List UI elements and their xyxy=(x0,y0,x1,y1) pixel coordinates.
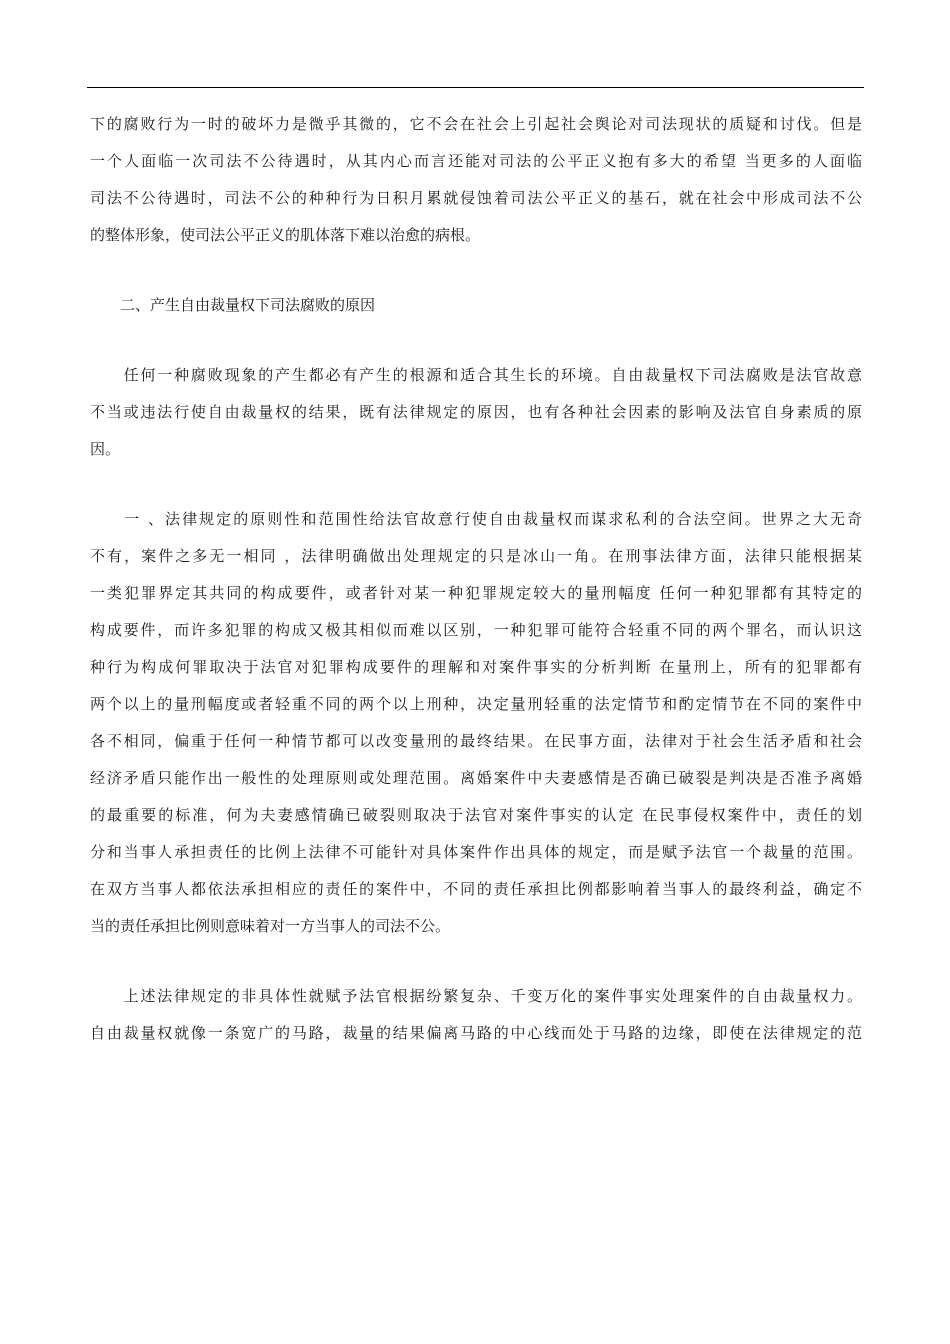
text-line: 一类犯罪界定其共同的构成要件，或者针对某一种犯罪规定较大的量刑幅度 任何一种犯罪都有其特定的 xyxy=(90,584,862,602)
text-line: 上述法律规定的非具体性就赋予法官根据纷繁复杂、千变万化的案件事实处理案件的自由裁量权力。 xyxy=(90,987,862,1005)
paragraph xyxy=(90,978,862,1052)
paragraph-gap xyxy=(90,324,862,357)
text-line: 下的腐败行为一时的破坏力是微乎其微的，它不会在社会上引起社会舆论对司法现状的质疑和讨伐。但是 xyxy=(90,115,862,133)
text-line: 分和当事人承担责任的比例上法律不可能针对具体案件作出具体的规定，而是赋予法官一个裁量的范围。 xyxy=(90,843,862,861)
heading-line: 二、产生自由裁量权下司法腐败的原因 xyxy=(90,296,376,314)
text-line: 一 、法律规定的原则性和范围性给法官故意行使自由裁量权而谋求私利的合法空间。世界之大无奇 xyxy=(90,510,862,528)
text-line: 不当或违法行使自由裁量权的结果，既有法律规定的原因，也有各种社会因素的影响及法官自身素质的原 xyxy=(90,403,862,421)
text-line: 的整体形象，使司法公平正义的肌体落下难以治愈的病根。 xyxy=(90,226,481,244)
paragraph xyxy=(90,106,862,254)
header-rule xyxy=(87,87,864,88)
paragraph-gap xyxy=(90,468,862,501)
text-line: 两个以上的量刑幅度或者轻重不同的两个以上刑种，决定量刑轻重的法定情节和酌定情节在不同的案件中 xyxy=(90,695,862,713)
document-body xyxy=(90,106,862,1052)
text-line: 当的责任承担比例则意味着对一方当事人的司法不公。 xyxy=(90,917,451,935)
text-line: 各不相同，偏重于任何一种情节都可以改变量刑的最终结果。在民事方面，法律对于社会生活矛盾和社会 xyxy=(90,732,862,750)
section-heading xyxy=(90,287,862,324)
text-line: 因。 xyxy=(90,440,121,458)
text-line: 司法不公待遇时，司法不公的种种行为日积月累就侵蚀着司法公平正义的基石，就在社会中形成司法不公 xyxy=(90,189,862,207)
paragraph xyxy=(90,357,862,468)
text-line: 经济矛盾只能作出一般性的处理原则或处理范围。离婚案件中夫妻感情是否确已破裂是判决是否准予离婚 xyxy=(90,769,862,787)
text-line: 种行为构成何罪取决于法官对犯罪构成要件的理解和对案件事实的分析判断 在量刑上，所有的犯罪都有 xyxy=(90,658,862,676)
text-line: 在双方当事人都依法承担相应的责任的案件中，不同的责任承担比例都影响着当事人的最终利益，确定不 xyxy=(90,880,862,898)
paragraph-gap xyxy=(90,945,862,978)
text-line: 的最重要的标准，何为夫妻感情确已破裂则取决于法官对案件事实的认定 在民事侵权案件中，责任的划 xyxy=(90,806,862,824)
text-line: 不有，案件之多无一相同 ，法律明确做出处理规定的只是冰山一角。在刑事法律方面，法律只能根据某 xyxy=(90,547,862,565)
paragraph-gap xyxy=(90,254,862,287)
text-line: 一个人面临一次司法不公待遇时，从其内心而言还能对司法的公平正义抱有多大的希望 当更多的人面临 xyxy=(90,152,862,170)
text-line: 任何一种腐败现象的产生都必有产生的根源和适合其生长的环境。自由裁量权下司法腐败是法官故意 xyxy=(90,366,862,384)
text-line: 自由裁量权就像一条宽广的马路，裁量的结果偏离马路的中心线而处于马路的边缘，即使在法律规定的范 xyxy=(90,1024,862,1042)
text-line: 构成要件，而许多犯罪的构成又极其相似而难以区别，一种犯罪可能符合轻重不同的两个罪名，而认识这 xyxy=(90,621,862,639)
paragraph xyxy=(90,501,862,945)
